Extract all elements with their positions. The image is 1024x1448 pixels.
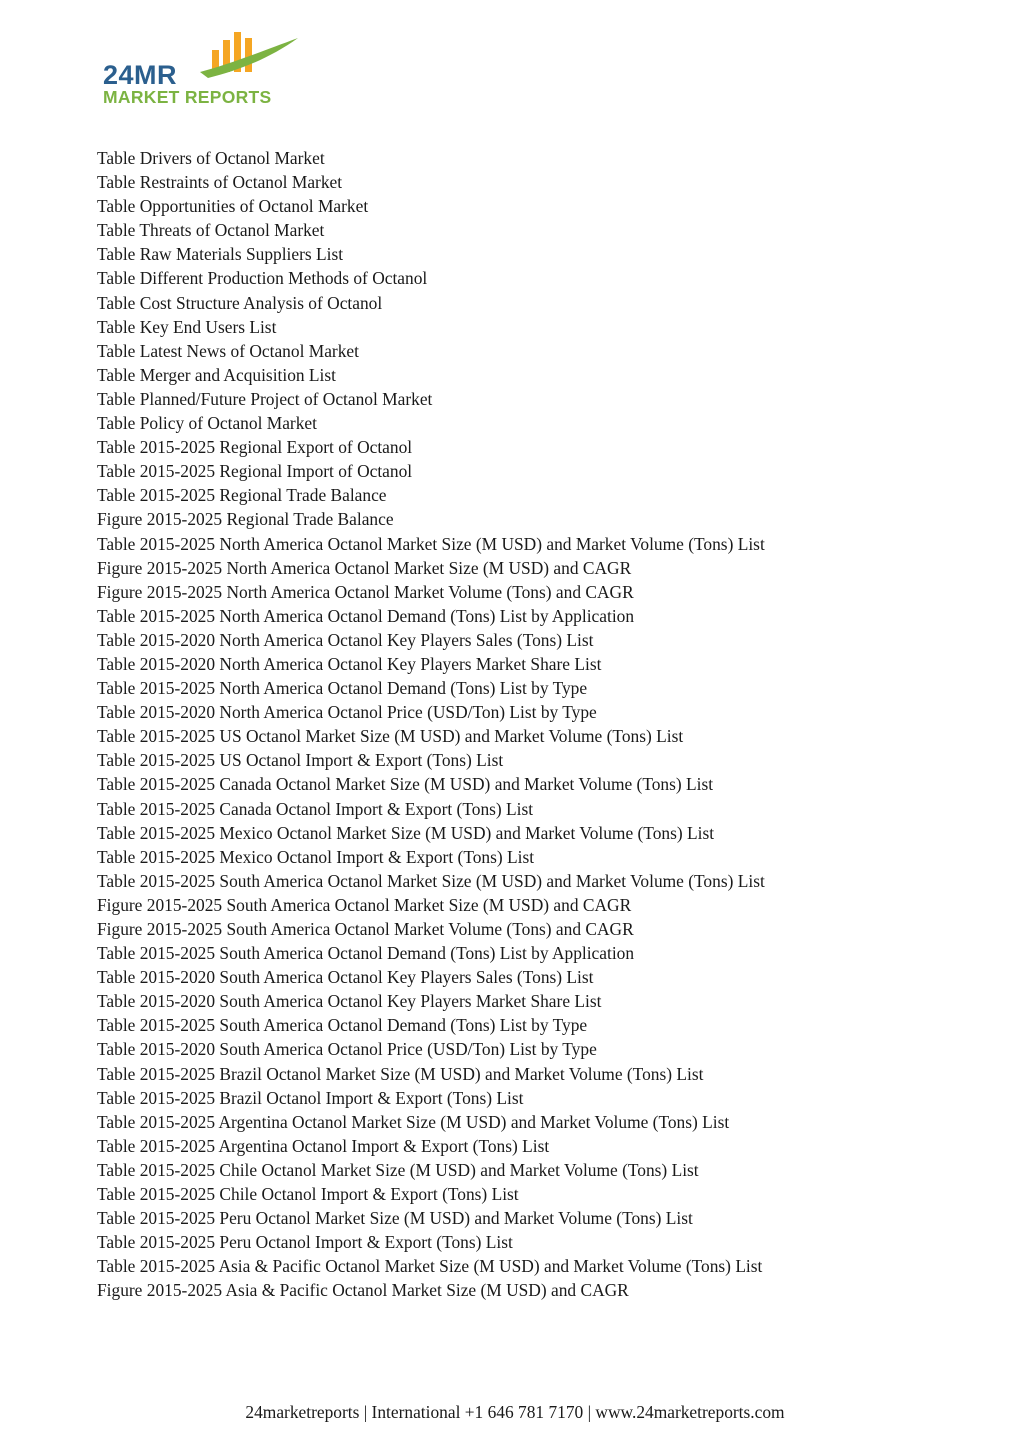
- list-item: Table 2015-2025 South America Octanol Demand (Tons) List by Application: [97, 943, 635, 964]
- logo-text-primary: 24MR: [103, 60, 178, 90]
- list-item: Table Latest News of Octanol Market: [97, 340, 359, 361]
- list-item: Table 2015-2025 US Octanol Import & Export (Tons) List: [97, 750, 504, 771]
- list-item: Table 2015-2025 Argentina Octanol Market Size (M USD) and Market Volume (Tons) List: [97, 1111, 730, 1132]
- list-item: Table 2015-2020 South America Octanol Price (USD/Ton) List by Type: [97, 1039, 597, 1060]
- list-item: Table 2015-2020 North America Octanol Key Players Market Share List: [97, 653, 602, 674]
- list-item: Table 2015-2025 Regional Import of Octanol: [97, 461, 413, 482]
- list-item: Table 2015-2025 Chile Octanol Import & Export (Tons) List: [97, 1184, 519, 1205]
- list-item: Table Policy of Octanol Market: [97, 413, 317, 434]
- list-item: Table 2015-2025 Mexico Octanol Import & Export (Tons) List: [97, 846, 535, 867]
- list-item: Table 2015-2025 North America Octanol Demand (Tons) List by Type: [97, 678, 588, 699]
- list-item: Table 2015-2025 Regional Export of Octanol: [97, 437, 413, 458]
- list-item: Figure 2015-2025 Regional Trade Balance: [97, 509, 394, 530]
- list-item: Table Restraints of Octanol Market: [97, 172, 343, 193]
- list-item: Table Threats of Octanol Market: [97, 220, 325, 241]
- list-item: Table 2015-2025 South America Octanol Market Size (M USD) and Market Volume (Tons) List: [97, 870, 765, 891]
- page-footer: 24marketreports | International +1 646 781 7170 | www.24marketreports.com: [245, 1402, 785, 1422]
- list-item: Table 2015-2020 South America Octanol Key Players Sales (Tons) List: [97, 967, 594, 988]
- list-item: Figure 2015-2025 South America Octanol Market Volume (Tons) and CAGR: [97, 919, 634, 939]
- list-item: Table 2015-2025 North America Octanol Demand (Tons) List by Application: [97, 605, 635, 626]
- list-item: Table 2015-2020 North America Octanol Price (USD/Ton) List by Type: [97, 702, 597, 723]
- list-item: Table 2015-2025 Brazil Octanol Import & Export (Tons) List: [97, 1087, 524, 1108]
- list-item: Table Raw Materials Suppliers List: [97, 244, 344, 265]
- list-item: Table 2015-2020 South America Octanol Key Players Market Share List: [97, 991, 602, 1012]
- list-item: Table Opportunities of Octanol Market: [97, 196, 369, 217]
- list-item: Table 2015-2025 Mexico Octanol Market Size (M USD) and Market Volume (Tons) List: [97, 822, 715, 843]
- list-item: Table Key End Users List: [97, 316, 277, 337]
- company-logo: [100, 28, 310, 110]
- table-of-figures-list: [97, 146, 765, 1303]
- logo-bar-4: [245, 38, 252, 72]
- list-item: Table 2015-2025 North America Octanol Market Size (M USD) and Market Volume (Tons) List: [97, 533, 765, 554]
- list-item: Table Drivers of Octanol Market: [97, 148, 325, 168]
- list-item: Figure 2015-2025 Asia & Pacific Octanol Market Size (M USD) and CAGR: [97, 1280, 629, 1301]
- list-item: Table 2015-2025 South America Octanol Demand (Tons) List by Type: [97, 1015, 588, 1036]
- list-item: Table 2015-2025 Peru Octanol Market Size (M USD) and Market Volume (Tons) List: [97, 1208, 693, 1229]
- list-item: Table 2015-2025 Regional Trade Balance: [97, 485, 387, 506]
- list-item: Table 2015-2020 North America Octanol Key Players Sales (Tons) List: [97, 629, 594, 650]
- list-item: Table 2015-2025 Canada Octanol Import & Export (Tons) List: [97, 798, 534, 819]
- logo-text-secondary: MARKET REPORTS: [103, 87, 272, 107]
- list-item: Table 2015-2025 Chile Octanol Market Size (M USD) and Market Volume (Tons) List: [97, 1159, 699, 1180]
- list-item: Table 2015-2025 US Octanol Market Size (M USD) and Market Volume (Tons) List: [97, 726, 684, 747]
- list-item: Table 2015-2025 Brazil Octanol Market Size (M USD) and Market Volume (Tons) List: [97, 1063, 704, 1084]
- list-item: Figure 2015-2025 North America Octanol Market Volume (Tons) and CAGR: [97, 581, 634, 602]
- list-item: Table Cost Structure Analysis of Octanol: [97, 292, 383, 313]
- list-item: Table 2015-2025 Peru Octanol Import & Export (Tons) List: [97, 1232, 513, 1253]
- list-item: Table Merger and Acquisition List: [97, 364, 336, 385]
- list-item: Table 2015-2025 Argentina Octanol Import & Export (Tons) List: [97, 1135, 550, 1156]
- list-item: Table 2015-2025 Asia & Pacific Octanol Market Size (M USD) and Market Volume (Tons) List: [97, 1256, 763, 1277]
- list-item: Figure 2015-2025 South America Octanol Market Size (M USD) and CAGR: [97, 894, 632, 915]
- list-item: Figure 2015-2025 North America Octanol Market Size (M USD) and CAGR: [97, 557, 632, 578]
- list-item: Table Different Production Methods of Octanol: [97, 268, 428, 289]
- list-item: Table Planned/Future Project of Octanol Market: [97, 388, 433, 409]
- list-item: Table 2015-2025 Canada Octanol Market Size (M USD) and Market Volume (Tons) List: [97, 774, 714, 795]
